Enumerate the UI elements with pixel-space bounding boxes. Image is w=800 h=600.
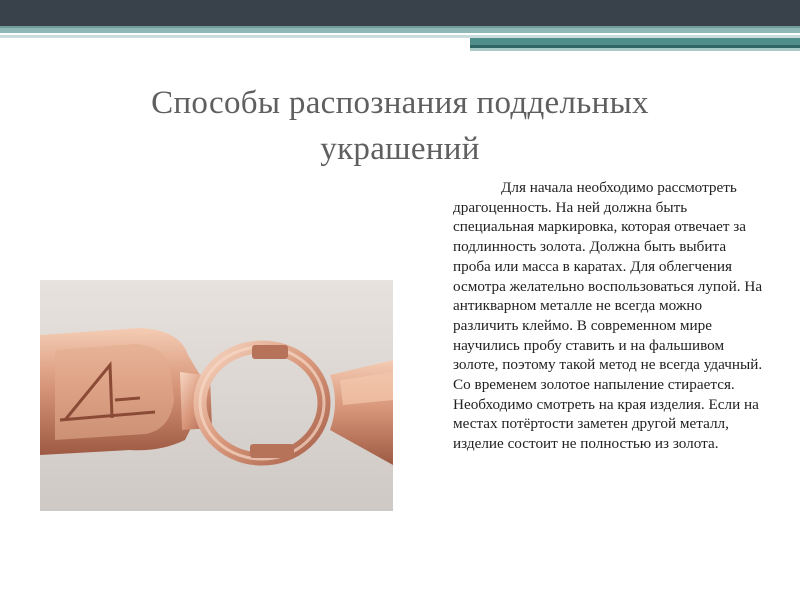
ring-stamp-bottom [250, 444, 294, 458]
top-bar [0, 0, 800, 26]
slide-body-text: Для начала необходимо рассмотреть драгоценность. На ней должна быть специальная маркировка, которая отвечает за подлинность золота. Должна быть выбита проба или масса в каратах. Для облегчения осмотра желательно воспользоваться лупой. На антикварном металле не всегда можно различить клеймо. В современном мире научились пробу ставить и на фальшивом золоте, поэтому такой метод не всегда удачный. Со временем золотое напыление стирается. Необходимо смотреть на края изделия. Если на местах потёртости заметен другой металл, изделие состоит не полностью из золота. [453, 179, 763, 453]
gold-chain-photo [40, 280, 393, 511]
ring-stamp-top [252, 345, 288, 359]
decorative-stripes [0, 26, 800, 56]
slide-title: Способы распознания поддельных украшений [151, 85, 649, 167]
